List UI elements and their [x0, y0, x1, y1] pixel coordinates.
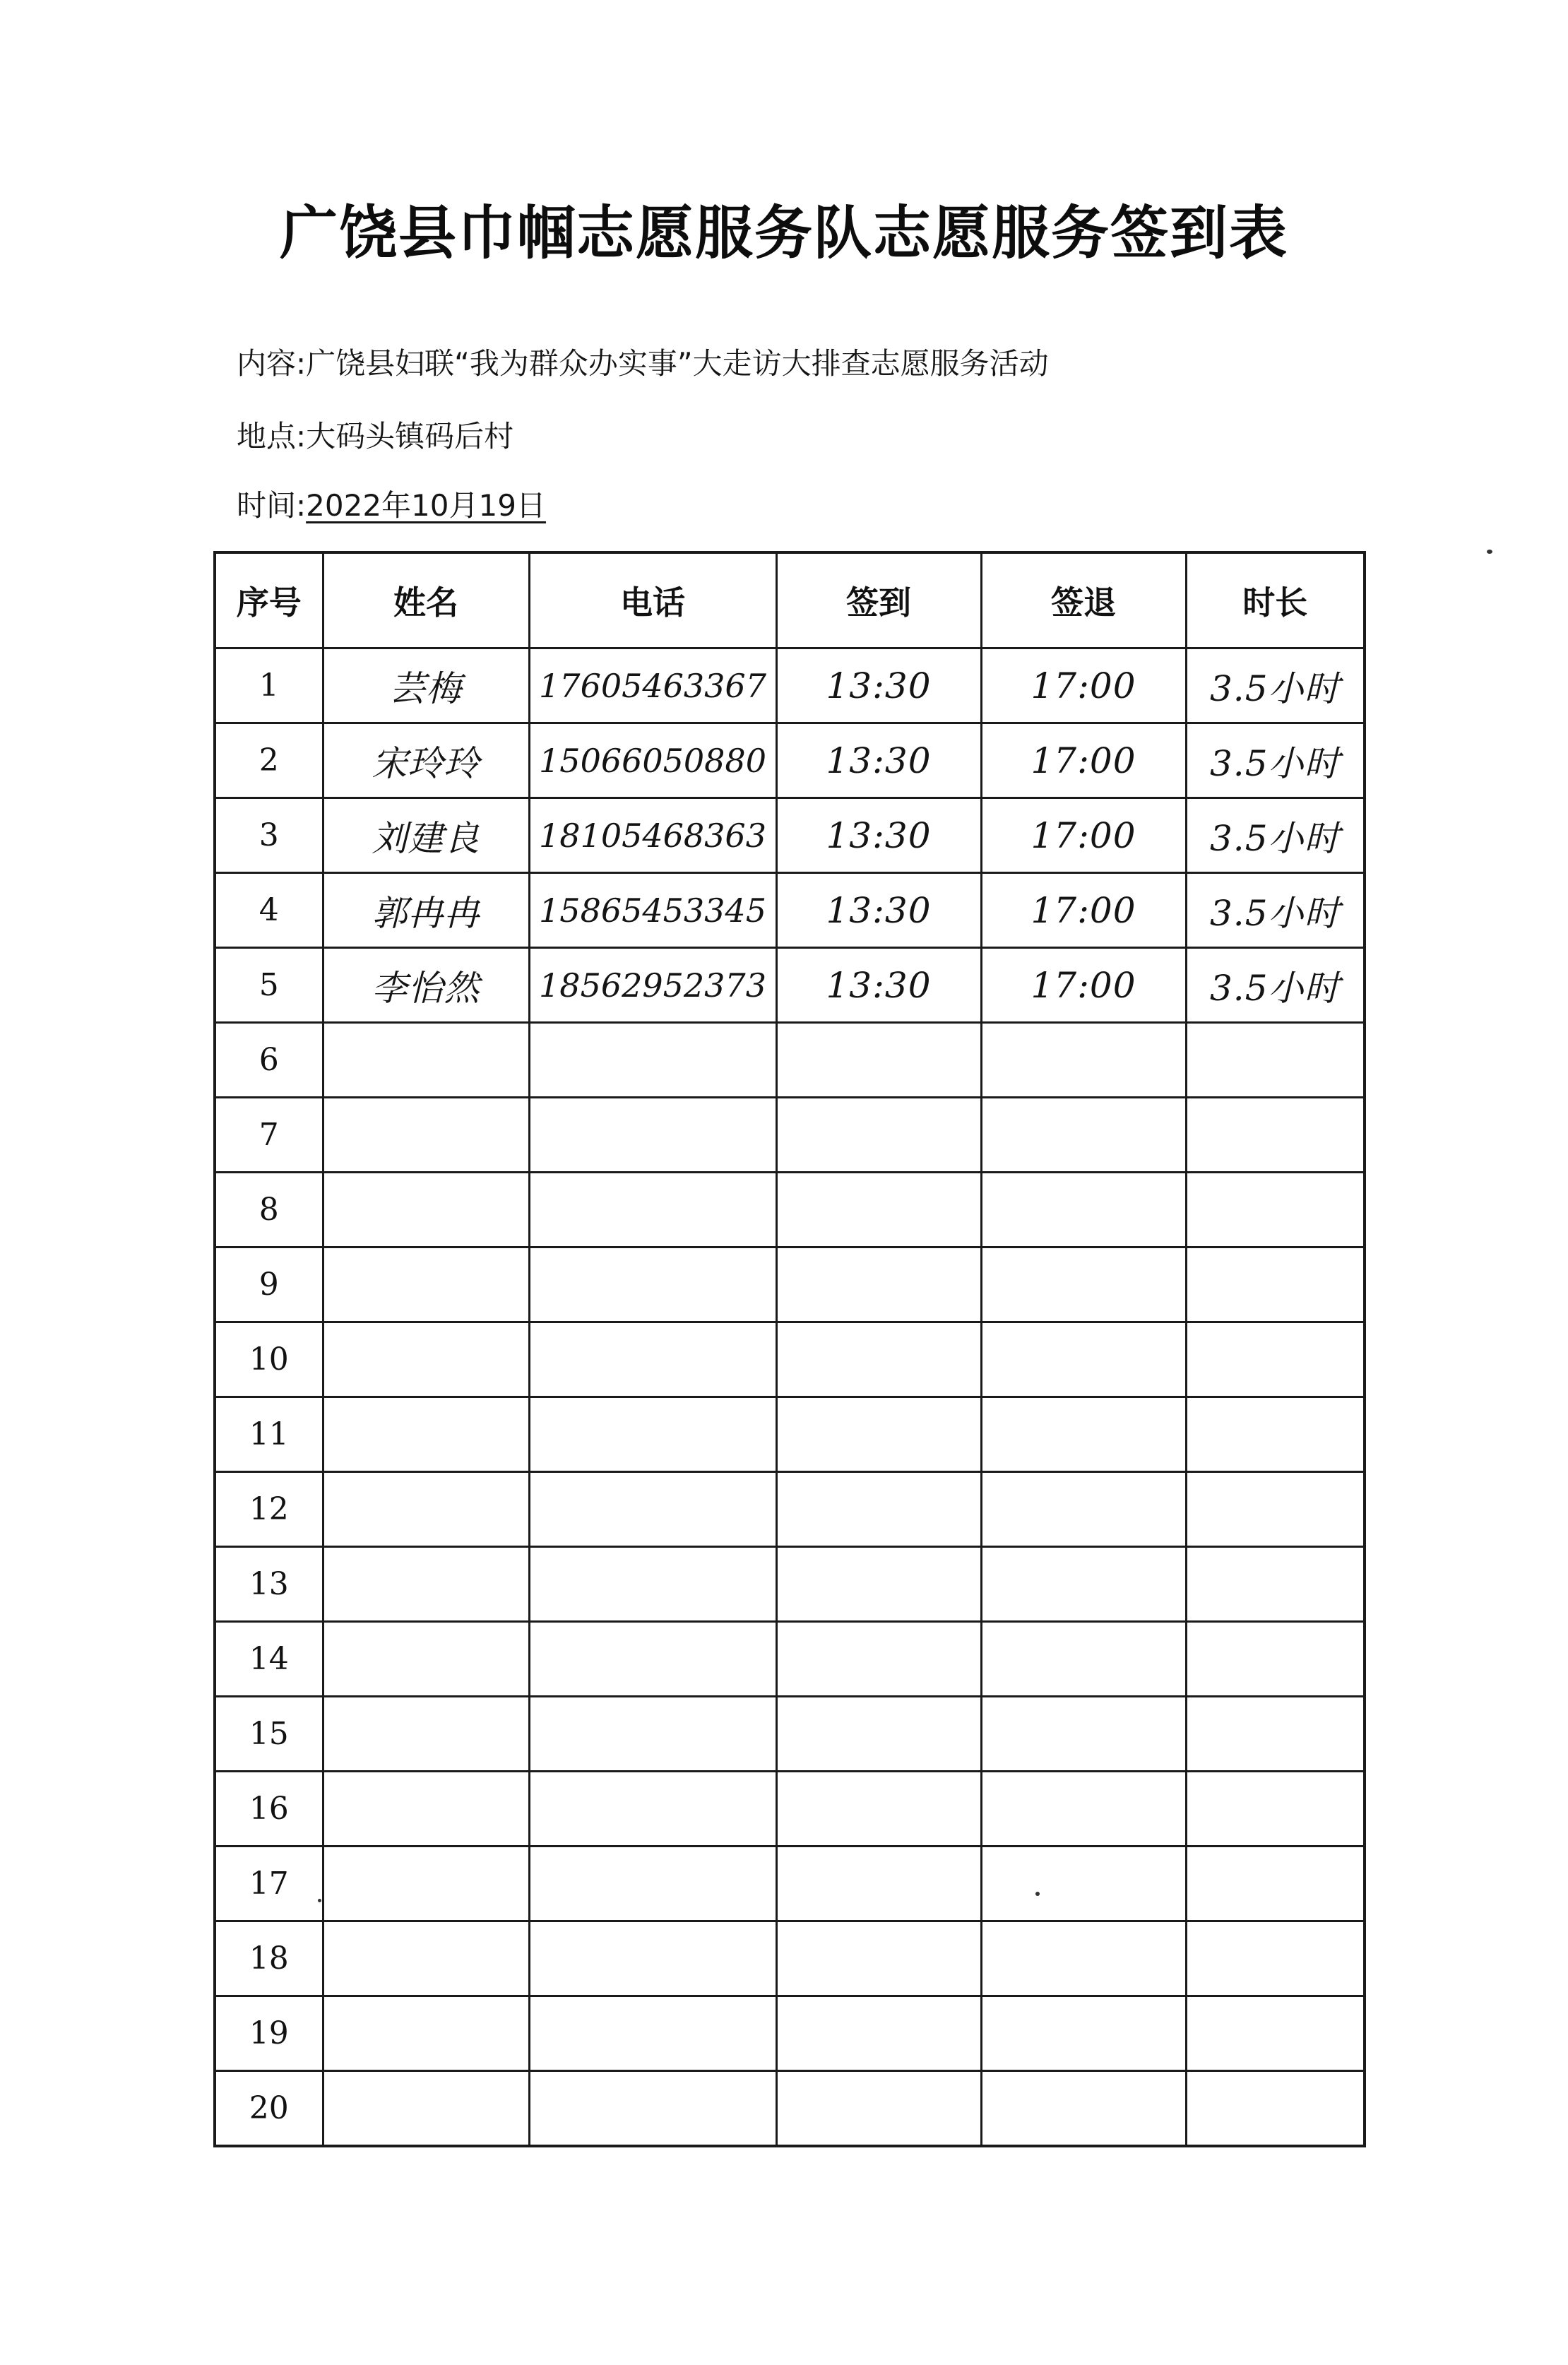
cell-name — [323, 1472, 529, 1547]
table-row — [215, 1921, 1365, 1996]
cell-index: 6 — [215, 1023, 323, 1098]
cell-sign-out — [981, 1322, 1186, 1397]
cell-phone — [529, 1622, 776, 1697]
cell-name — [323, 1247, 529, 1322]
cell-index: 2 — [215, 723, 323, 798]
cell-phone — [529, 1547, 776, 1622]
table-row — [215, 1547, 1365, 1622]
cell-sign-in — [776, 1847, 981, 1921]
cell-sign-in — [776, 1921, 981, 1996]
scan-speck — [1487, 550, 1492, 554]
cell-name — [323, 2071, 529, 2147]
cell-index: 16 — [215, 1772, 323, 1847]
cell-name — [323, 1098, 529, 1173]
cell-index: 20 — [215, 2071, 323, 2147]
cell-duration — [1186, 1173, 1365, 1247]
cell-sign-out — [981, 1547, 1186, 1622]
cell-duration — [1186, 1247, 1365, 1322]
cell-sign-out — [981, 1023, 1186, 1098]
cell-name — [323, 1547, 529, 1622]
table-row — [215, 1397, 1365, 1472]
cell-phone — [529, 1098, 776, 1173]
cell-index: 4 — [215, 873, 323, 948]
cell-index: 19 — [215, 1996, 323, 2071]
cell-duration — [1186, 1996, 1365, 2071]
cell-phone — [529, 1772, 776, 1847]
cell-sign-in: 13:30 — [776, 723, 981, 798]
cell-duration — [1186, 2071, 1365, 2147]
header-phone: 电话 — [529, 552, 776, 648]
cell-duration — [1186, 1847, 1365, 1921]
cell-phone — [529, 2071, 776, 2147]
cell-name — [323, 1622, 529, 1697]
cell-sign-out — [981, 1772, 1186, 1847]
cell-sign-out — [981, 1697, 1186, 1772]
table-row — [215, 798, 1365, 873]
table-row — [215, 1098, 1365, 1173]
cell-sign-in — [776, 1996, 981, 2071]
header-sign-in: 签到 — [776, 552, 981, 648]
cell-phone — [529, 1247, 776, 1322]
cell-duration: 3.5小时 — [1186, 798, 1365, 873]
cell-name: 宋玲玲 — [323, 723, 529, 798]
cell-sign-in: 13:30 — [776, 873, 981, 948]
cell-index: 8 — [215, 1173, 323, 1247]
cell-name: 李怡然 — [323, 948, 529, 1023]
cell-sign-in — [776, 1322, 981, 1397]
cell-index: 15 — [215, 1697, 323, 1772]
cell-name: 郭冉冉 — [323, 873, 529, 948]
cell-name — [323, 1322, 529, 1397]
cell-sign-out: 17:00 — [981, 798, 1186, 873]
table-header-row — [215, 552, 1365, 648]
cell-phone — [529, 1921, 776, 1996]
cell-sign-out: 17:00 — [981, 648, 1186, 723]
cell-phone — [529, 1173, 776, 1247]
cell-name — [323, 1772, 529, 1847]
cell-duration — [1186, 1622, 1365, 1697]
cell-phone: 15066050880 — [529, 723, 776, 798]
cell-sign-out — [981, 1173, 1186, 1247]
cell-name: 芸梅 — [323, 648, 529, 723]
cell-index: 9 — [215, 1247, 323, 1322]
cell-name — [323, 1847, 529, 1921]
content-line — [237, 340, 1049, 383]
cell-sign-in — [776, 1173, 981, 1247]
table-row — [215, 723, 1365, 798]
cell-duration — [1186, 1921, 1365, 1996]
cell-duration: 3.5小时 — [1186, 873, 1365, 948]
cell-sign-in — [776, 1098, 981, 1173]
cell-sign-out — [981, 1996, 1186, 2071]
content-label: 内容: — [237, 346, 307, 381]
cell-sign-in — [776, 1472, 981, 1547]
place-value: 大码头镇码后村 — [306, 419, 514, 454]
cell-phone: 18105468363 — [529, 798, 776, 873]
cell-name: 刘建良 — [323, 798, 529, 873]
cell-sign-in: 13:30 — [776, 648, 981, 723]
cell-name — [323, 1697, 529, 1772]
cell-index: 7 — [215, 1098, 323, 1173]
cell-sign-out — [981, 2071, 1186, 2147]
document-title: 广饶县巾帼志愿服务队志愿服务签到表 — [279, 200, 1288, 267]
cell-sign-in — [776, 1622, 981, 1697]
cell-index: 12 — [215, 1472, 323, 1547]
cell-phone: 17605463367 — [529, 648, 776, 723]
table-row — [215, 1996, 1365, 2071]
cell-duration — [1186, 1772, 1365, 1847]
cell-phone — [529, 1023, 776, 1098]
table-row — [215, 2071, 1365, 2147]
cell-index: 10 — [215, 1322, 323, 1397]
cell-duration — [1186, 1397, 1365, 1472]
cell-sign-out — [981, 1472, 1186, 1547]
cell-sign-in — [776, 1772, 981, 1847]
date-line — [237, 482, 546, 525]
cell-index: 5 — [215, 948, 323, 1023]
content-value: 广饶县妇联“我为群众办实事”大走访大排查志愿服务活动 — [306, 346, 1049, 381]
cell-index: 3 — [215, 798, 323, 873]
cell-sign-in — [776, 1023, 981, 1098]
cell-sign-in — [776, 1397, 981, 1472]
scan-speck — [1035, 1892, 1040, 1896]
place-line — [237, 413, 513, 456]
cell-phone — [529, 1847, 776, 1921]
cell-sign-in — [776, 1247, 981, 1322]
header-index: 序号 — [215, 552, 323, 648]
cell-duration — [1186, 1547, 1365, 1622]
cell-name — [323, 1173, 529, 1247]
table-row — [215, 873, 1365, 948]
cell-sign-in: 13:30 — [776, 798, 981, 873]
cell-phone — [529, 1697, 776, 1772]
table-row — [215, 1847, 1365, 1921]
cell-phone: 18562952373 — [529, 948, 776, 1023]
cell-duration: 3.5小时 — [1186, 948, 1365, 1023]
cell-index: 17 — [215, 1847, 323, 1921]
cell-duration — [1186, 1697, 1365, 1772]
cell-sign-out — [981, 1098, 1186, 1173]
table-row — [215, 1697, 1365, 1772]
table-row — [215, 948, 1365, 1023]
cell-sign-in — [776, 1697, 981, 1772]
table-row — [215, 1772, 1365, 1847]
cell-duration: 3.5小时 — [1186, 648, 1365, 723]
cell-name — [323, 1397, 529, 1472]
table-row — [215, 1247, 1365, 1322]
table-row — [215, 1622, 1365, 1697]
table-row — [215, 1322, 1365, 1397]
cell-index: 18 — [215, 1921, 323, 1996]
scan-speck — [318, 1899, 321, 1902]
table-row — [215, 1472, 1365, 1547]
header-duration: 时长 — [1186, 552, 1365, 648]
cell-duration: 3.5小时 — [1186, 723, 1365, 798]
cell-duration — [1186, 1472, 1365, 1547]
cell-index: 1 — [215, 648, 323, 723]
cell-sign-in — [776, 2071, 981, 2147]
cell-phone — [529, 1397, 776, 1472]
cell-index: 14 — [215, 1622, 323, 1697]
table-body — [215, 648, 1365, 2147]
cell-index: 11 — [215, 1397, 323, 1472]
header-name: 姓名 — [323, 552, 529, 648]
date-value: 2022年10月19日 — [306, 488, 546, 523]
cell-sign-out — [981, 1397, 1186, 1472]
date-label: 时间: — [237, 488, 307, 523]
cell-name — [323, 1996, 529, 2071]
cell-sign-out — [981, 1847, 1186, 1921]
cell-sign-out: 17:00 — [981, 873, 1186, 948]
cell-phone — [529, 1322, 776, 1397]
table-row — [215, 1023, 1365, 1098]
cell-name — [323, 1023, 529, 1098]
cell-index: 13 — [215, 1547, 323, 1622]
cell-duration — [1186, 1322, 1365, 1397]
cell-sign-in — [776, 1547, 981, 1622]
cell-sign-out — [981, 1622, 1186, 1697]
cell-phone — [529, 1996, 776, 2071]
cell-phone — [529, 1472, 776, 1547]
cell-sign-out — [981, 1921, 1186, 1996]
cell-sign-out — [981, 1247, 1186, 1322]
cell-sign-out: 17:00 — [981, 723, 1186, 798]
signin-table — [213, 551, 1366, 2147]
table-row — [215, 1173, 1365, 1247]
cell-duration — [1186, 1023, 1365, 1098]
cell-sign-out: 17:00 — [981, 948, 1186, 1023]
cell-name — [323, 1921, 529, 1996]
cell-duration — [1186, 1098, 1365, 1173]
cell-sign-in: 13:30 — [776, 948, 981, 1023]
place-label: 地点: — [237, 419, 307, 454]
table-row — [215, 648, 1365, 723]
cell-phone: 15865453345 — [529, 873, 776, 948]
header-sign-out: 签退 — [981, 552, 1186, 648]
